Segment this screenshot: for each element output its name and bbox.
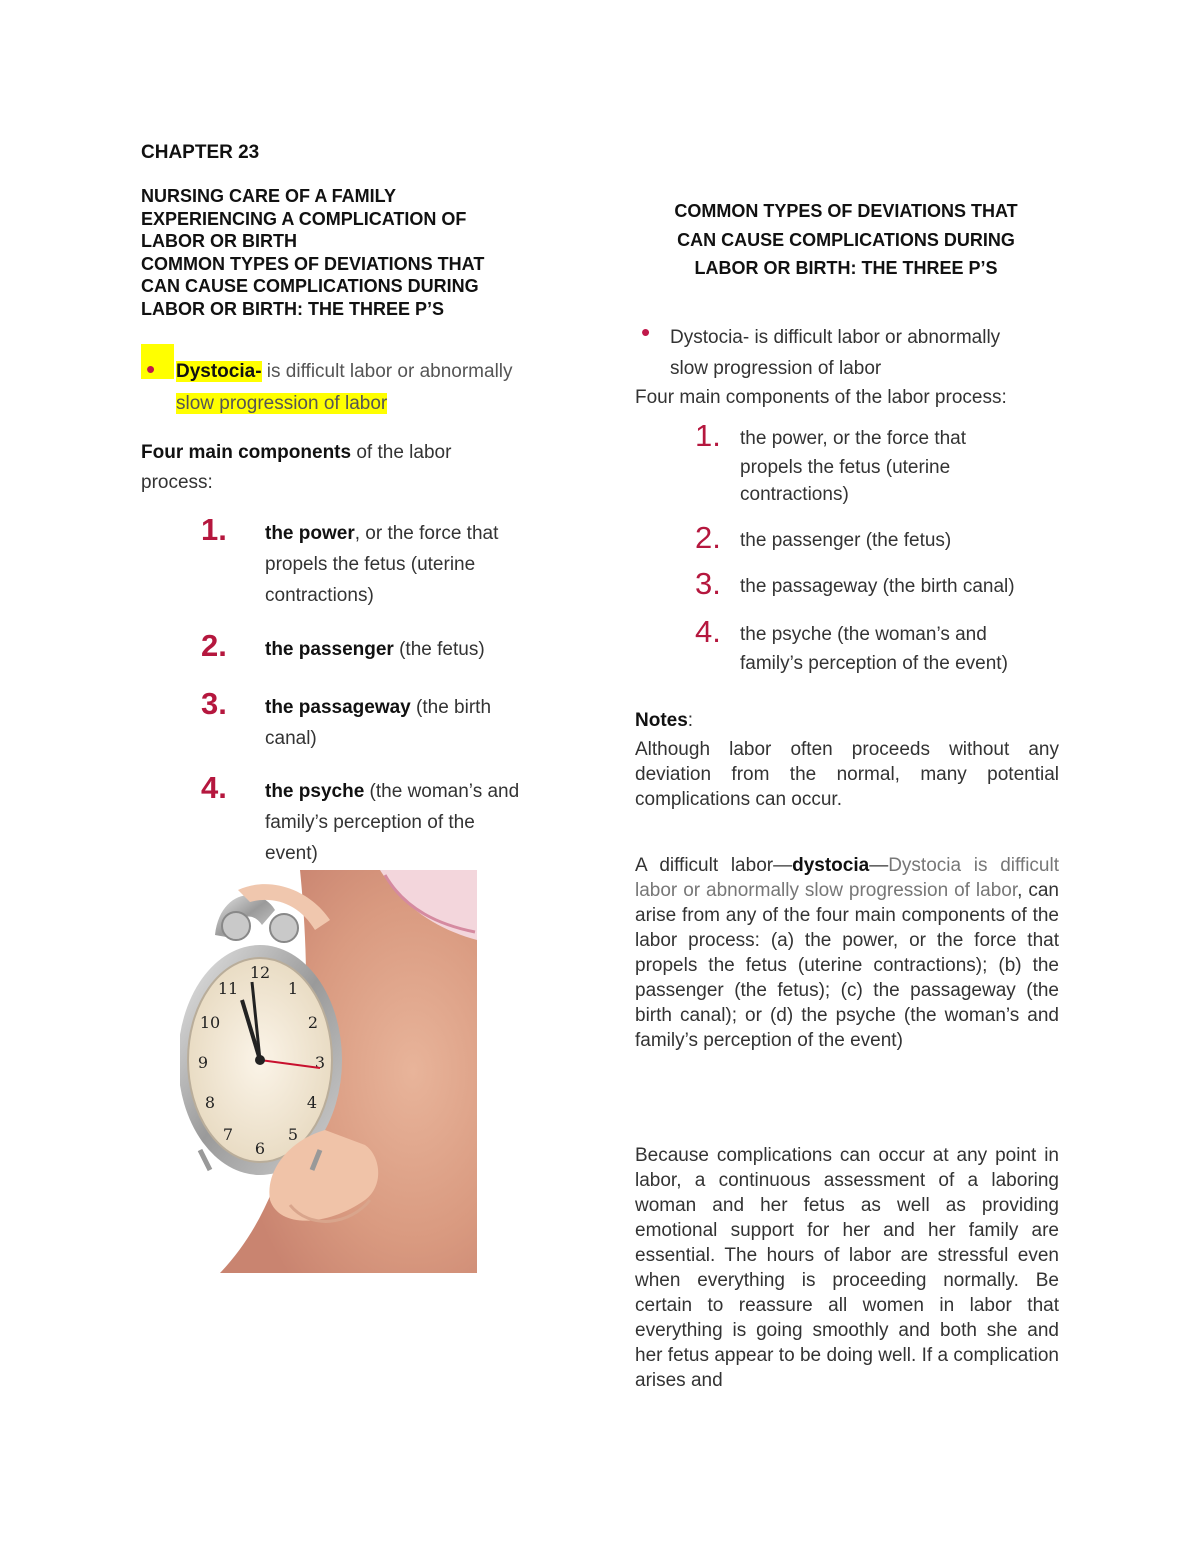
dystocia-paragraph bbox=[635, 853, 1059, 1053]
p2-light: Dystocia is difficult labor or abnormally slow progression of labor bbox=[635, 855, 1059, 901]
list-item bbox=[265, 776, 519, 869]
svg-text:9: 9 bbox=[197, 1053, 209, 1072]
item-text: (the woman’s and bbox=[364, 781, 520, 802]
svg-text:5: 5 bbox=[287, 1125, 299, 1144]
title-line: EXPERIENCING A COMPLICATION OF bbox=[141, 208, 467, 229]
item-term: the passageway bbox=[265, 697, 411, 718]
bullet-icon: • bbox=[146, 354, 156, 384]
clock-belly-photo bbox=[180, 870, 477, 1273]
item-text: the power, or the force that bbox=[740, 428, 967, 449]
p2-dash: — bbox=[869, 855, 889, 876]
item-text: the passenger (the fetus) bbox=[740, 530, 952, 551]
components-intro bbox=[141, 438, 451, 498]
svg-text:7: 7 bbox=[222, 1125, 234, 1144]
p2-bold: dystocia bbox=[792, 855, 870, 876]
heading-line: CAN CAUSE COMPLICATIONS DURING bbox=[677, 229, 1015, 250]
chapter-title bbox=[141, 185, 484, 320]
notes-label-text: Notes bbox=[635, 710, 688, 731]
components-intro-right: Four main components of the labor process: bbox=[635, 387, 1007, 408]
list-number: 4. bbox=[201, 770, 227, 805]
svg-text:4: 4 bbox=[306, 1093, 318, 1112]
svg-text:1: 1 bbox=[287, 979, 299, 998]
list-number: 1. bbox=[695, 418, 721, 453]
item-term: the passenger bbox=[265, 639, 394, 660]
bullet-text: Dystocia- is difficult labor or abnormally bbox=[670, 327, 1001, 348]
title-line: COMMON TYPES OF DEVIATIONS THAT bbox=[141, 253, 485, 274]
p2-text: A difficult labor— bbox=[635, 855, 793, 876]
p2-rest: , can arise from any of the four main components of the labor process: (a) the power, or the force that propels the fetus (uterine contractions); (b) the passenger (the fetus); (c) the passageway (the birth canal); or (d) the psyche (the woman’s and family’s perception of the event) bbox=[635, 880, 1059, 1051]
item-text: the psyche (the woman’s and bbox=[740, 624, 987, 645]
svg-text:6: 6 bbox=[254, 1139, 266, 1158]
svg-text:8: 8 bbox=[204, 1093, 216, 1112]
svg-text:3: 3 bbox=[314, 1053, 326, 1072]
notes-paragraph: Although labor often proceeds without any deviation from the normal, many potential complications can occur. bbox=[635, 739, 1059, 810]
notes-colon: : bbox=[687, 710, 694, 731]
title-line: LABOR OR BIRTH: THE THREE P’S bbox=[141, 298, 445, 319]
svg-text:10: 10 bbox=[199, 1013, 221, 1032]
list-number: 3. bbox=[695, 566, 721, 601]
title-line: LABOR OR BIRTH bbox=[141, 231, 297, 251]
list-item bbox=[740, 620, 1008, 678]
item-text: propels the fetus (uterine bbox=[740, 457, 951, 478]
section-heading bbox=[620, 197, 1072, 283]
notes-label bbox=[635, 710, 693, 732]
list-item bbox=[740, 526, 951, 555]
title-line: CAN CAUSE COMPLICATIONS DURING bbox=[141, 276, 479, 296]
svg-text:11: 11 bbox=[217, 979, 239, 998]
item-text: the passageway (the birth canal) bbox=[740, 576, 1015, 597]
dystocia-definition bbox=[176, 356, 513, 420]
item-text: propels the fetus (uterine bbox=[265, 554, 476, 575]
clock-illustration bbox=[180, 870, 477, 1273]
list-item bbox=[265, 692, 491, 754]
item-text: canal) bbox=[265, 728, 317, 749]
item-text: contractions) bbox=[265, 585, 374, 606]
item-text: contractions) bbox=[740, 484, 849, 505]
complications-paragraph: Because complications can occur at any point in labor, a continuous assessment of a laboring woman and her fetus as well as providing emotional support for her and her family are essential. The hours of labor are stressful even when everything is proceeding normally. Be certain to reassure all women in labor that everything is going smoothly and both she and her fetus appear to be doing well. If a complication arises and bbox=[635, 1145, 1059, 1391]
item-text: (the birth bbox=[410, 697, 492, 718]
item-text: , or the force that bbox=[354, 523, 499, 544]
title-line: NURSING CARE OF A FAMILY bbox=[141, 186, 397, 206]
components-rest: of the labor bbox=[351, 442, 452, 463]
list-number: 3. bbox=[201, 686, 227, 721]
item-text: event) bbox=[265, 843, 318, 864]
dystocia-text: is difficult labor or abnormally bbox=[261, 361, 513, 382]
item-text: family’s perception of the event) bbox=[740, 653, 1008, 674]
list-item bbox=[265, 634, 485, 665]
item-text: (the fetus) bbox=[393, 639, 485, 660]
list-item bbox=[740, 572, 1015, 601]
components-line2: process: bbox=[141, 472, 213, 493]
list-number: 4. bbox=[695, 614, 721, 649]
list-number: 2. bbox=[695, 520, 721, 555]
list-item bbox=[740, 424, 966, 508]
list-number: 2. bbox=[201, 628, 227, 663]
item-term: the psyche bbox=[265, 781, 365, 802]
bullet-icon: • bbox=[641, 317, 651, 347]
dystocia-term: Dystocia- bbox=[176, 361, 262, 382]
chapter-label: CHAPTER 23 bbox=[141, 142, 260, 163]
list-item bbox=[265, 518, 498, 611]
heading-line: LABOR OR BIRTH: THE THREE P’S bbox=[694, 258, 998, 278]
dystocia-definition-right bbox=[670, 322, 1000, 384]
bullet-text: slow progression of labor bbox=[670, 358, 882, 379]
svg-text:2: 2 bbox=[307, 1013, 319, 1032]
svg-text:12: 12 bbox=[249, 963, 271, 982]
item-term: the power bbox=[265, 523, 355, 544]
list-number: 1. bbox=[201, 512, 227, 547]
item-text: family’s perception of the bbox=[265, 812, 475, 833]
components-bold: Four main components bbox=[141, 442, 352, 463]
dystocia-highlight-text: slow progression of labor bbox=[176, 393, 388, 414]
heading-line: COMMON TYPES OF DEVIATIONS THAT bbox=[674, 201, 1018, 221]
